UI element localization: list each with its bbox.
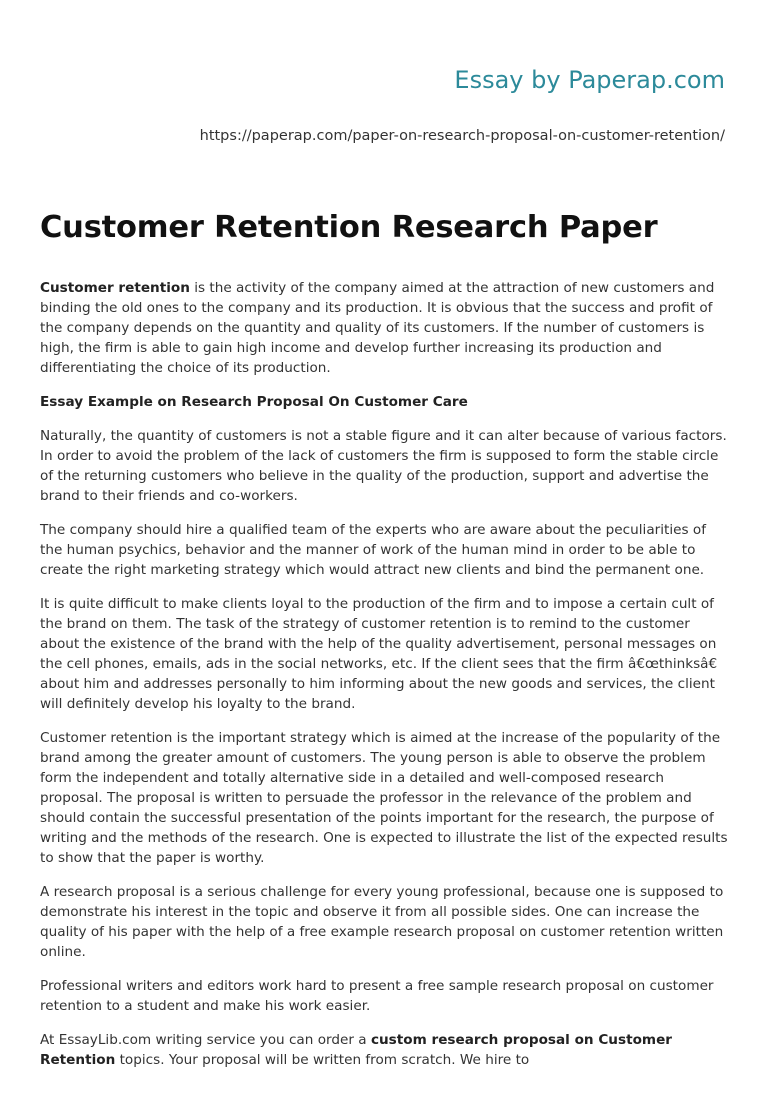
paragraph-7: Professional writers and editors work hard to present a free sample research proposal on customer retention to a student and make his work easier.	[40, 978, 714, 1014]
paragraph-8	[40, 1030, 730, 1070]
paragraph-2: Naturally, the quantity of customers is not a stable figure and it can alter because of various factors. In order to avoid the problem of the lack of customers the firm is supposed to form the stable circle of the returning customers who believe in the quality of the production, support and advertise the brand to their friends and co-workers.	[40, 428, 727, 504]
section-subheading: Essay Example on Research Proposal On Customer Care	[40, 394, 468, 410]
brand-title[interactable]: Essay by Paperap.com	[454, 66, 725, 94]
page-title: Customer Retention Research Paper	[40, 210, 658, 245]
paragraph-1-text: is the activity of the company aimed at the attraction of new customers and binding the old ones to the company and its production. It is obvious that the success and profit of the company depends on the quantity and quality of its customers. If the number of customers is high, the firm is able to gain high income and develop further increasing its production and differentiating the choice of its production.	[40, 280, 715, 376]
paragraph-6: A research proposal is a serious challenge for every young professional, because one is supposed to demonstrate his interest in the topic and observe it from all possible sides. One can increase the quality of his paper with the help of a free example research proposal on customer retention written online.	[40, 884, 724, 960]
paragraph-8-start: At EssayLib.com writing service you can order a	[40, 1032, 371, 1048]
article-body	[40, 278, 730, 1084]
paragraph-8-end: topics. Your proposal will be written from scratch. We hire to	[115, 1052, 530, 1068]
paragraph-1-bold: Customer retention	[40, 280, 190, 296]
paragraph-1	[40, 278, 730, 378]
paragraph-4: It is quite difficult to make clients loyal to the production of the firm and to impose a certain cult of the brand on them. The task of the strategy of customer retention is to remind to the customer about the existence of the brand with the help of the quality advertisement, personal messages on the cell phones, emails, ads in the social networks, etc. If the client sees that the firm â€œthinksâ€ about him and addresses personally to him informing about the new goods and services, the client will definitely develop his loyalty to the brand.	[40, 596, 718, 712]
source-url[interactable]: https://paperap.com/paper-on-research-proposal-on-customer-retention/	[199, 128, 725, 144]
paragraph-5: Customer retention is the important strategy which is aimed at the increase of the popularity of the brand among the greater amount of customers. The young person is able to observe the problem form the independent and totally alternative side in a detailed and well-composed research proposal. The proposal is written to persuade the professor in the relevance of the problem and should contain the successful presentation of the points important for the research, the purpose of writing and the methods of the research. One is expected to illustrate the list of the expected results to show that the paper is worthy.	[40, 730, 728, 866]
paragraph-3: The company should hire a qualified team of the experts who are aware about the peculiarities of the human psychics, behavior and the manner of work of the human mind in order to be able to create the right marketing strategy which would attract new clients and bind the permanent one.	[40, 522, 706, 578]
paragraph-8-bold-link[interactable]: custom research proposal on Customer Retention	[40, 1032, 672, 1068]
